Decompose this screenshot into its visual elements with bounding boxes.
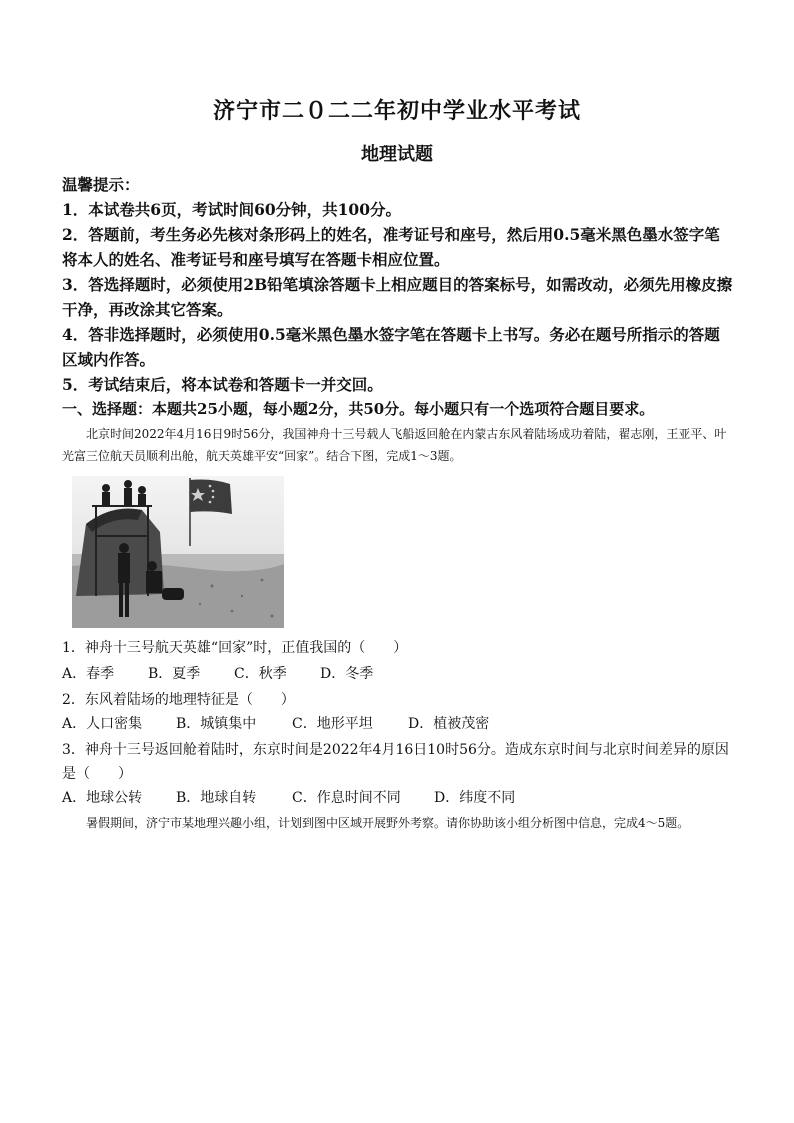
passage-2: 暑假期间，济宁市某地理兴趣小组，计划到图中区域开展野外考察。请你协助该小组分析图中信息，完成4～5题。 bbox=[86, 816, 690, 830]
exam-title: 济宁市二０二二年初中学业水平考试 bbox=[212, 98, 581, 124]
q1-option-c[interactable]: C．秋季 bbox=[234, 666, 287, 682]
q2-option-b[interactable]: B．城镇集中 bbox=[176, 716, 257, 732]
question-3-stem: 3．神舟十三号返回舱着陆时，东京时间是2022年4月16日10时56分。造成东京时间与北京时间差异的原因是（ ） bbox=[62, 742, 729, 782]
q2-option-c[interactable]: C．地形平坦 bbox=[292, 716, 373, 732]
q3-option-d[interactable]: D．纬度不同 bbox=[434, 790, 516, 806]
q3-option-b[interactable]: B．地球自转 bbox=[176, 790, 257, 806]
tip-item-2: 2．答题前，考生务必先核对条形码上的姓名，准考证号和座号，然后用0.5毫米黑色墨水签字笔将本人的姓名、准考证号和座号填写在答题卡相应位置。 bbox=[62, 225, 720, 269]
capsule-landing-photo bbox=[72, 476, 284, 628]
exam-subtitle: 地理试题 bbox=[361, 144, 433, 165]
tip-item-5: 5．考试结束后，将本试卷和答题卡一并交回。 bbox=[62, 375, 383, 394]
passage-1: 北京时间2022年4月16日9时56分，我国神舟十三号载人飞船返回舱在内蒙古东风着陆场成功着陆，翟志刚，王亚平、叶光富三位航天员顺利出舱，航天英雄平安“回家”。结合下图，完成1～3题。 bbox=[62, 427, 727, 463]
question-1-options bbox=[62, 662, 406, 686]
q3-option-c[interactable]: C．作息时间不同 bbox=[292, 790, 401, 806]
q2-option-a[interactable]: A．人口密集 bbox=[62, 716, 143, 732]
tip-item-4: 4．答非选择题时，必须使用0.5毫米黑色墨水签字笔在答题卡上书写。务必在题号所指示的答题区域内作答。 bbox=[62, 325, 720, 369]
question-1-stem: 1．神舟十三号航天英雄“回家”时，正值我国的（ ） bbox=[62, 640, 408, 656]
q3-option-a[interactable]: A．地球公转 bbox=[62, 790, 143, 806]
tip-item-3: 3．答选择题时，必须使用2B铅笔填涂答题卡上相应题目的答案标号，如需改动，必须先用橡皮擦干净，再改涂其它答案。 bbox=[62, 275, 733, 319]
q1-option-a[interactable]: A．春季 bbox=[62, 666, 115, 682]
tip-item-1: 1．本试卷共6页，考试时间60分钟，共100分。 bbox=[62, 200, 401, 219]
question-2-options bbox=[62, 712, 524, 736]
capsule-landing-image bbox=[72, 476, 284, 628]
q1-option-b[interactable]: B．夏季 bbox=[148, 666, 201, 682]
question-3-options bbox=[62, 786, 550, 810]
question-2-stem: 2．东风着陆场的地理特征是（ ） bbox=[62, 692, 295, 708]
q1-option-d[interactable]: D．冬季 bbox=[320, 666, 374, 682]
section-heading: 一、选择题：本题共25小题，每小题2分，共50分。每小题只有一个选项符合题目要求。 bbox=[62, 400, 655, 418]
q2-option-d[interactable]: D．植被茂密 bbox=[408, 716, 490, 732]
tips-heading: 温馨提示： bbox=[62, 175, 140, 194]
